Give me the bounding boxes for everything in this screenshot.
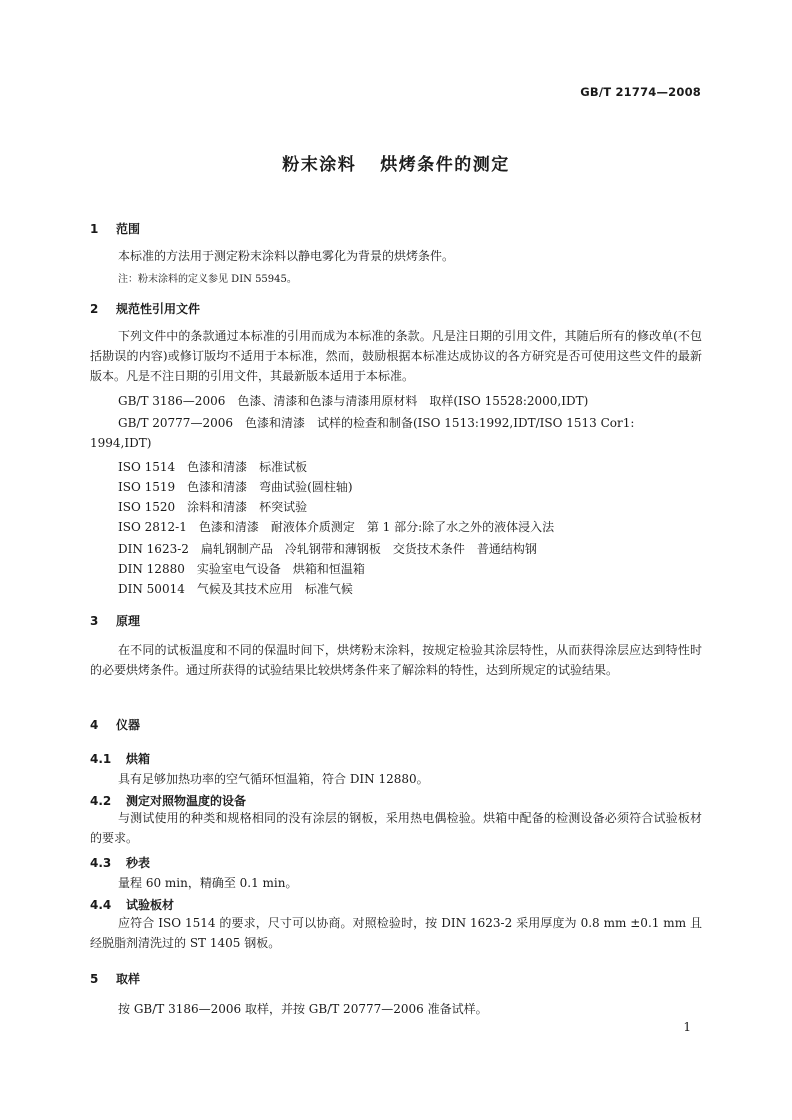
section-1-paragraph: 本标准的方法用于测定粉末涂料以静电雾化为背景的烘烤条件。	[118, 249, 455, 263]
section-number: 4	[90, 718, 99, 732]
standard-code: GB/T 21774—2008	[580, 85, 701, 99]
section-3-paragraph: 在不同的试板温度和不同的保温时间下，烘烤粉末涂料，按规定检验其涂层特性，从而获得涂层应达到特性时的必要烘烤条件。通过所获得的试验结果比较烘烤条件来了解涂料的特性，达到所规定的试验结果。	[90, 643, 702, 677]
reference-code: ISO 1514	[118, 460, 176, 474]
subsection-title: 试验板材	[126, 898, 175, 912]
section-2-paragraph: 下列文件中的条款通过本标准的引用而成为本标准的条款。凡是注日期的引用文件，其随后所有的修改单(不包括勘误的内容)或修订版均不适用于本标准，然而，鼓励根据本标准达成协议的各方研究是否可使用这些文件的最新版本。凡是不注日期的引用文件，其最新版本适用于本标准。	[90, 329, 702, 383]
reference-text: 涂料和清漆 杯突试验	[187, 500, 308, 514]
reference-item	[118, 458, 307, 475]
reference-text: 扁轧钢制产品 冷轧钢带和薄钢板 交货技术条件 普通结构钢	[200, 542, 537, 556]
reference-text: 实验室电气设备 烘箱和恒温箱	[196, 562, 365, 576]
subsection-4-2-heading	[90, 792, 246, 809]
reference-code: ISO 1519	[118, 480, 176, 494]
reference-item	[118, 414, 634, 431]
subsection-number: 4.2	[90, 794, 112, 808]
section-1-heading	[90, 220, 140, 237]
reference-text: 色漆和清漆 耐液体介质测定 第 1 部分:除了水之外的液体浸入法	[198, 520, 555, 534]
reference-item	[118, 540, 537, 557]
section-2-heading	[90, 300, 200, 317]
section-title: 取样	[116, 972, 141, 986]
section-title: 仪器	[116, 718, 141, 732]
reference-code: GB/T 20777—2006	[118, 416, 233, 430]
reference-item	[118, 478, 353, 495]
section-number: 2	[90, 302, 99, 316]
subsection-4-3-heading	[90, 854, 150, 871]
reference-item	[118, 392, 588, 409]
section-title: 原理	[116, 614, 141, 628]
reference-item	[118, 580, 353, 597]
section-number: 5	[90, 972, 99, 986]
reference-code: ISO 2812-1	[118, 520, 187, 534]
subsection-4-3-text: 量程 60 min，精确至 0.1 min。	[118, 876, 298, 890]
reference-text: 气候及其技术应用 标准气候	[196, 582, 353, 596]
page-title	[0, 150, 792, 175]
subsection-number: 4.4	[90, 898, 112, 912]
section-4-heading	[90, 716, 140, 733]
subsection-4-1-text: 具有足够加热功率的空气循环恒温箱，符合 DIN 12880。	[118, 772, 429, 786]
subsection-4-4-text: 应符合 ISO 1514 的要求，尺寸可以协商。对照检验时，按 DIN 1623-2 采用厚度为 0.8 mm ±0.1 mm 且经脱脂剂清洗过的 ST 1405 钢板。	[90, 916, 702, 950]
reference-item	[118, 560, 365, 577]
section-3-heading	[90, 612, 140, 629]
subsection-title: 秒表	[126, 856, 151, 870]
section-5-text: 按 GB/T 3186—2006 取样，并按 GB/T 20777—2006 准备试样。	[118, 1002, 488, 1016]
reference-code: ISO 1520	[118, 500, 176, 514]
subsection-number: 4.1	[90, 752, 112, 766]
section-number: 1	[90, 222, 99, 236]
section-title: 规范性引用文件	[116, 302, 201, 316]
section-title: 范围	[116, 222, 141, 236]
reference-code: GB/T 3186—2006	[118, 394, 226, 408]
reference-continuation: 1994,IDT)	[90, 436, 152, 450]
section-number: 3	[90, 614, 99, 628]
reference-code: DIN 1623-2	[118, 542, 189, 556]
subsection-4-1-heading	[90, 750, 150, 767]
page-number: 1	[683, 1020, 691, 1034]
reference-item	[118, 498, 307, 515]
section-1-note: 注：粉末涂料的定义参见 DIN 55945。	[118, 274, 297, 285]
reference-code: DIN 12880	[118, 562, 185, 576]
section-5-heading	[90, 970, 140, 987]
reference-text: 色漆和清漆 试样的检查和制备(ISO 1513:1992,IDT/ISO 1513 Cor1:	[245, 416, 635, 430]
reference-item	[118, 518, 554, 535]
reference-code: DIN 50014	[118, 582, 185, 596]
subsection-number: 4.3	[90, 856, 112, 870]
subsection-title: 测定对照物温度的设备	[126, 794, 247, 808]
subsection-title: 烘箱	[126, 752, 151, 766]
title-part1: 粉末涂料	[282, 155, 357, 175]
reference-text: 色漆和清漆 标准试板	[187, 460, 308, 474]
title-part2: 烘烤条件的测定	[380, 155, 510, 175]
reference-text: 色漆、清漆和色漆与清漆用原材料 取样(ISO 15528:2000,IDT)	[237, 394, 589, 408]
subsection-4-4-heading	[90, 896, 174, 913]
subsection-4-2-text: 与测试使用的种类和规格相同的没有涂层的钢板，采用热电偶检验。烘箱中配备的检测设备必须符合试验板材的要求。	[90, 811, 702, 845]
reference-text: 色漆和清漆 弯曲试验(圆柱轴)	[187, 480, 353, 494]
